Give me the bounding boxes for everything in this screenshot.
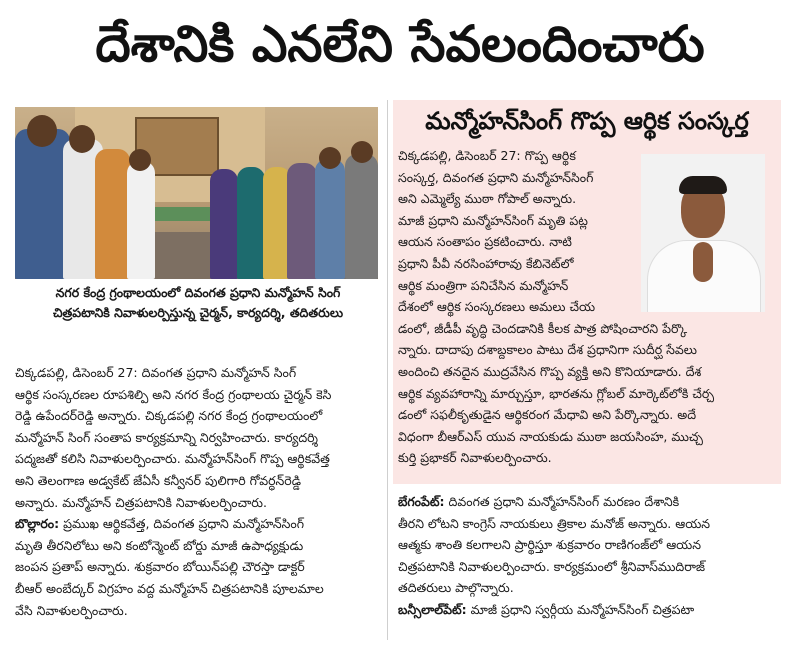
caption-line: చిత్రపటానికి నివాళులర్పిస్తున్న చైర్మన్, కార్యదర్శి, తదితరులు [52,305,344,320]
article-line: రెడ్డి ఉపేందర్‌రెడ్డి అన్నారు. చిక్కడపల్లి నగర కేంద్ర గ్రంథాలయంలో [15,408,323,424]
article-line: తీరని లోటని కాంగ్రెస్ నాయకులు త్రికాల మనోజ్ అన్నారు. ఆయన [398,515,711,531]
caption-line: నగర కేంద్ర గ్రంథాలయంలో దివంగత ప్రధాని మన్మోహన్ సింగ్ [55,285,341,300]
article-line: ఆయన సంతాపం ప్రకటించారు. నాటి [398,234,572,250]
article-line: వేసి నివాళులర్పించారు. [15,602,128,618]
article-line: ఆర్థిక మంత్రిగా పనిచేసిన మన్మోహన్ [398,277,569,293]
article-line: చిక్కడపల్లి, డిసెంబర్ 27: గొప్ప ఆర్థిక [398,148,576,163]
article-line: జంపన ప్రతాప్ అన్నారు. శుక్రవారం బోయిన్‌పల్లి చౌరస్తా డాక్టర్ [15,559,305,575]
article-line: చిత్రపటానికి నివాళులర్పించారు. కార్యక్రమంలో శ్రీనివాస్‌ముదిరాజ్ [398,558,706,574]
side-article-title: మన్మోహన్‌సింగ్ గొప్ప ఆర్థిక సంస్కర్త [425,107,749,135]
article-line: అందించి తనదైన ముద్రవేసిన గొప్ప వ్యక్తి అని కొనియాడారు. దేశ [398,363,702,379]
article-line: అని ఎమ్మెల్యే ముఠా గోపాల్ అన్నారు. [398,191,577,207]
article-line: మృతి తీరనిలోటు అని కంటోన్మెంట్ బోర్డు మాజీ ఉపాధ్యక్షుడు [15,537,304,553]
article-line: కుర్తి ప్రభాకర్ నివాళులర్పించారు. [398,450,552,466]
article-line: బీఆర్ అంబేద్కర్ విగ్రహం వద్ద మన్మోహన్ చిత్రపటానికి పూలమాల [15,580,324,596]
article-line: పద్మజతో కలిసి నివాళులర్పించారు. మన్మోహన్‌సింగ్ గొప్ప ఆర్థికవేత్త [15,451,330,467]
article-line: ప్రధాని పీవీ నరసింహారావు కేబినెట్‌లో [398,255,574,271]
article-line: మన్మోహన్ సింగ్ సంతాప కార్యక్రమాన్ని నిర్వహించారు. కార్యదర్శి [15,429,318,445]
article-line: చిక్కడపల్లి, డిసెంబర్ 27: దివంగత ప్రధాని మన్మోహన్ సింగ్ [15,365,297,380]
article-text: దివంగత ప్రధాని మన్మోహన్‌సింగ్ మరణం దేశానికి [444,494,680,509]
article-line: న్నారు. దాదాపు దశాబ్దకాలం పాటు దేశ ప్రధానిగా సుదీర్ఘ సేవలు [398,342,697,358]
article-line: తదితరులు పాల్గొన్నారు. [398,580,514,596]
photo-caption [15,283,381,323]
article-line: అని తెలంగాణ అడ్వకేట్ జేఏసీ కన్వీనర్ పులిగారి గోవర్ధన్‌రెడ్డి [15,472,301,488]
article-line: దేశంలో ఆర్థిక సంస్కరణలు అమలు చేయ [398,299,596,315]
dateline-bollaram: బొల్లారం: [15,516,60,532]
article-line [15,513,385,535]
article-line [398,599,783,621]
dateline-bansilalpet: బన్సీలాల్‌పేట్: [398,601,467,617]
dateline-begumpet: బేగంపేట్: [398,494,445,509]
article-text: మాజీ ప్రధాని స్వర్గీయ మన్మోహన్‌సింగ్ చిత్రపటా [466,601,695,617]
article-line: సంస్కర్త, దివంగత ప్రధాని మన్మోహన్‌సింగ్ [398,169,594,185]
right-bottom-articles [398,491,783,621]
left-article [15,362,385,621]
event-photo [15,107,378,279]
article-line: ఆర్థిక సంస్కరణల రూపశిల్పి అని నగర కేంద్ర గ్రంథాలయ చైర్మన్ కెసి [15,386,332,402]
article-line: డంలో, జీడీపీ వృద్ధి చెందడానికి కీలక పాత్ర పోషించారని పేర్కొ [398,320,688,336]
column-divider [387,100,388,640]
article-line: డంలో సఫలీకృతుడైన ఆర్థికరంగ మేధావి అని పేర్కొన్నారు. అదే [398,407,697,423]
article-line: మాజీ ప్రధాని మన్మోహన్‌సింగ్ మృతి పట్ల [398,212,588,228]
article-line [398,491,783,513]
article-line: ఆర్థిక వ్యవహారాన్ని మార్చుస్తూ, భారతను గ్లోబల్ మార్కెట్‌లోకి చేర్చ [398,385,715,401]
article-line: ఆత్మకు శాంతి కలగాలని ప్రార్థిస్తూ శుక్రవారం రాణిగంజ్‌లో ఆయన [398,537,702,553]
article-text: ప్రముఖ ఆర్థికవేత్త, దివంగత ప్రధాని మన్మోహన్‌సింగ్ [59,516,305,532]
side-article-body [398,145,778,469]
headline: దేశానికి ఎనలేని సేవలందించారు [95,14,705,73]
article-line: విధంగా బీఆర్ఎస్ యువ నాయకుడు ముఠా జయసింహ, ముచ్చ [398,428,703,444]
article-line: అన్నారు. మన్మోహన్ చిత్రపటానికి నివాళులర్పించారు. [15,494,267,510]
